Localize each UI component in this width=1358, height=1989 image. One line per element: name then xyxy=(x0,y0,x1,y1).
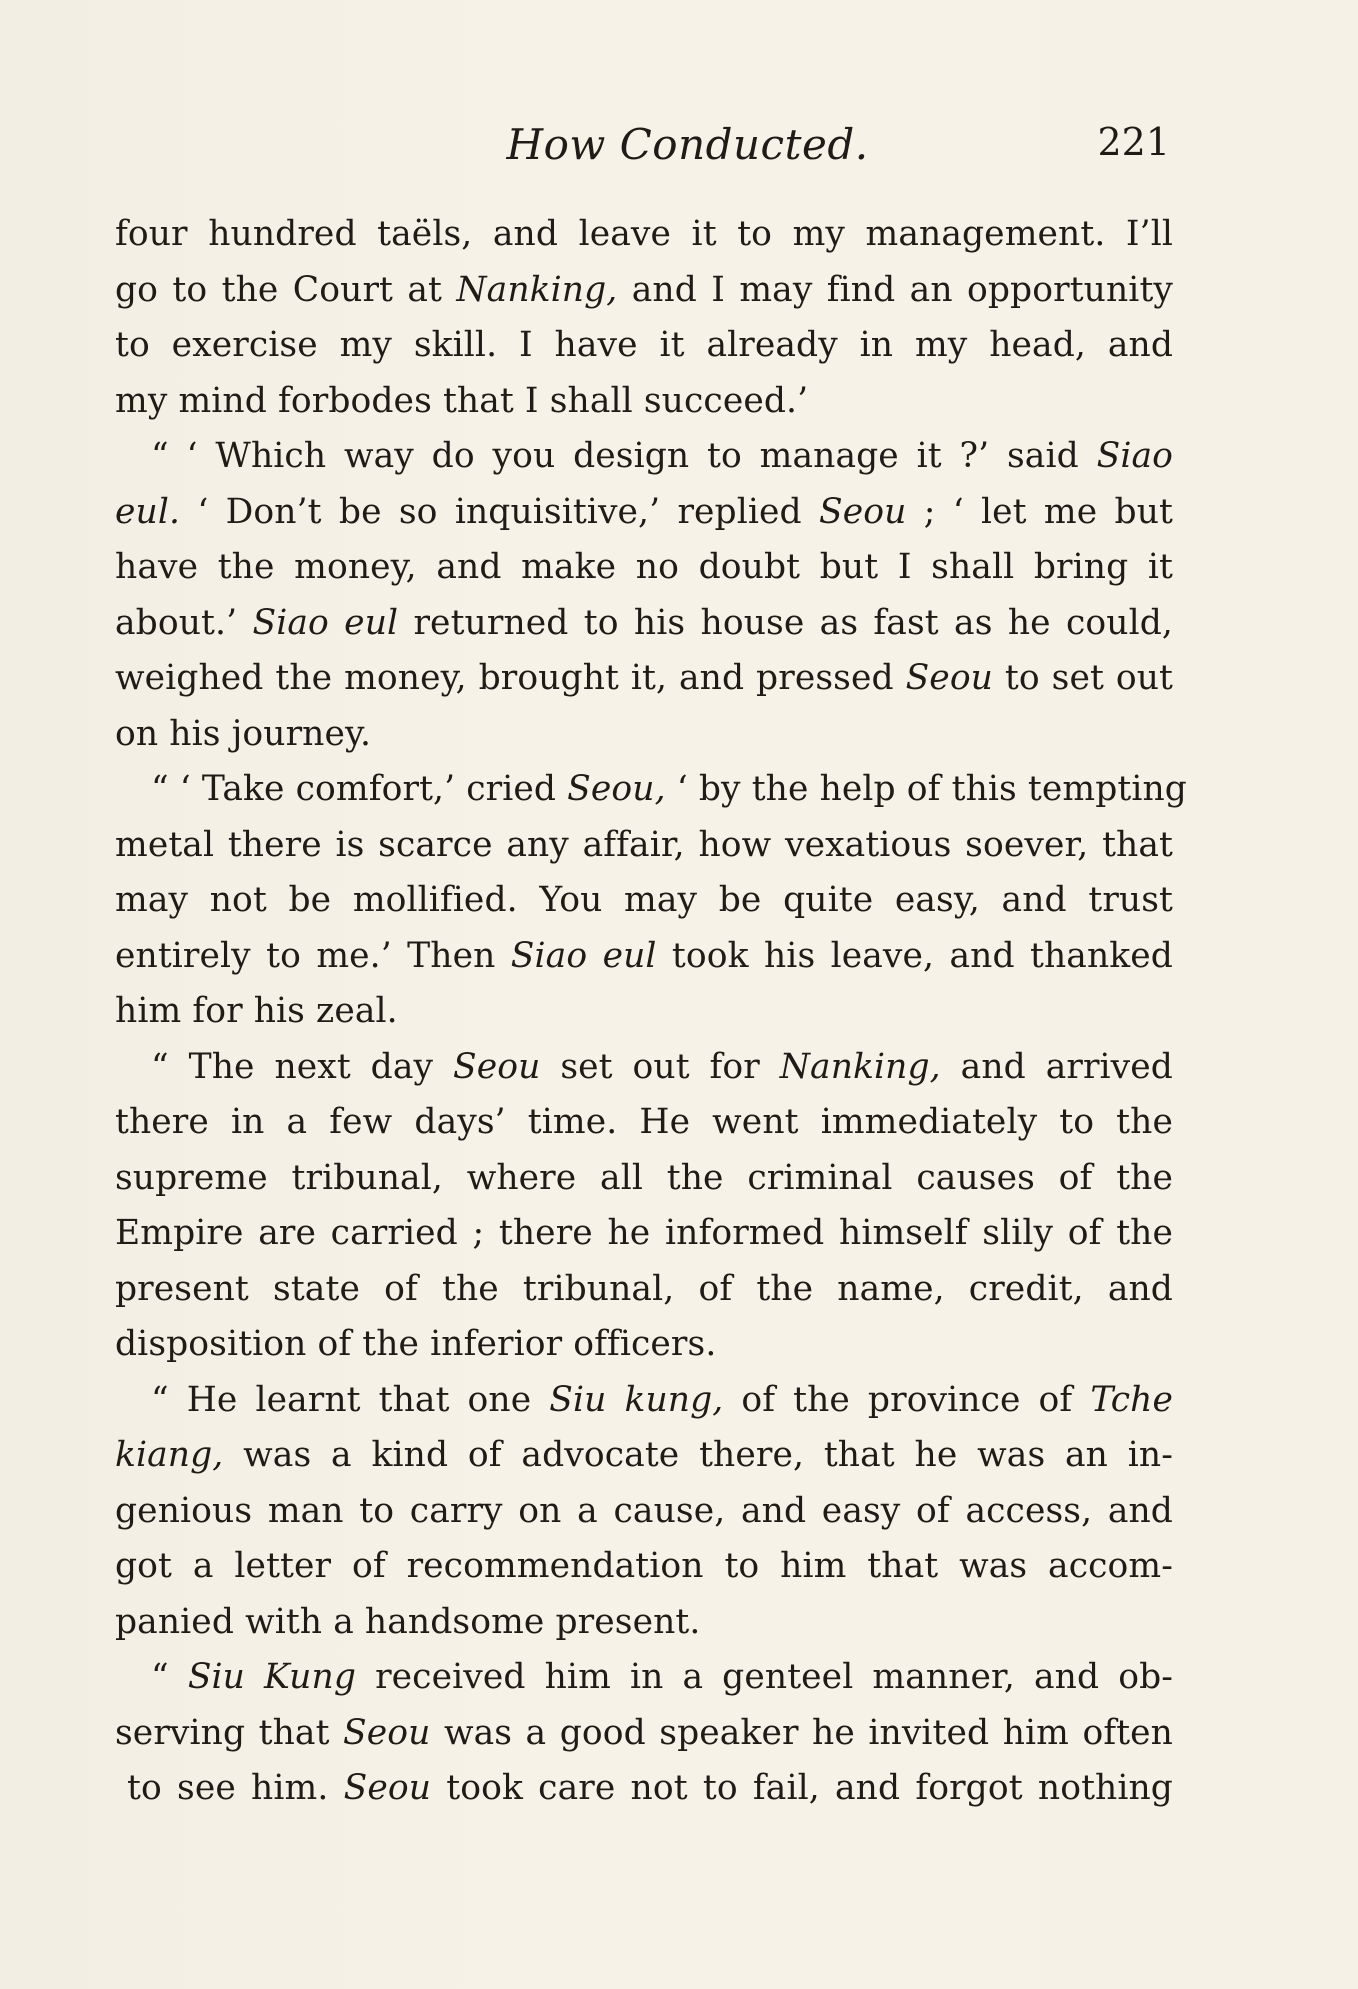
text-line xyxy=(115,1095,1173,1151)
running-title: How Conducted. xyxy=(506,120,869,169)
text-line xyxy=(115,540,1173,596)
running-head xyxy=(115,120,1170,180)
text-run: supreme tribunal, where all the criminal causes of the xyxy=(115,1157,1173,1198)
italic-text: Siao xyxy=(1096,436,1173,476)
text-run: on his journey. xyxy=(115,713,372,754)
text-line xyxy=(115,263,1173,319)
italic-text: Seou xyxy=(905,658,994,698)
text-line xyxy=(115,984,1173,1040)
text-run: may not be mollified. You may be quite easy, and trust xyxy=(115,880,1173,920)
text-line xyxy=(115,1317,1173,1373)
text-run: set out for xyxy=(540,1046,780,1087)
text-run: “ The next day xyxy=(151,1046,454,1087)
text-run: about.’ xyxy=(115,602,253,643)
text-run: to set out xyxy=(993,658,1173,698)
text-run: received him in a genteel manner, and ob- xyxy=(356,1657,1174,1697)
text-run: “ He learnt that one xyxy=(151,1379,550,1420)
text-line xyxy=(115,207,1173,263)
text-line xyxy=(115,429,1173,485)
text-run: genious man to carry on a cause, and easy of access, and xyxy=(115,1490,1173,1531)
page-number: 221 xyxy=(1097,120,1170,164)
text-run: disposition of the inferior officers. xyxy=(115,1324,717,1364)
text-run: “ ‘ Which way do you design to manage it ?’ said xyxy=(151,436,1097,476)
text-line xyxy=(115,1373,1173,1429)
text-run: returned to his house as fast as he could, xyxy=(398,602,1173,643)
italic-text: Siao eul xyxy=(252,602,399,643)
text-line xyxy=(115,1262,1173,1318)
text-line xyxy=(115,1040,1173,1096)
text-line xyxy=(115,318,1173,374)
text-run: have the money, and make no doubt but I shall bring it xyxy=(115,547,1173,587)
text-run: my mind forbodes that I shall succeed.’ xyxy=(115,380,809,421)
italic-text: Seou xyxy=(818,491,907,532)
text-run: there in a few days’ time. He went immediately to the xyxy=(115,1102,1173,1142)
body-text xyxy=(115,207,1187,1817)
text-run: go to the Court at xyxy=(115,269,457,310)
text-run: metal there is scarce any affair, how vexatious soever, that xyxy=(115,824,1173,865)
text-line xyxy=(115,1428,1173,1484)
text-run: serving that xyxy=(115,1712,344,1753)
text-line xyxy=(115,651,1173,707)
italic-text: Tche xyxy=(1090,1379,1174,1420)
text-run: of the province of xyxy=(723,1379,1091,1420)
text-line xyxy=(115,1206,1173,1262)
italic-text: Siao eul xyxy=(510,935,657,976)
text-run: entirely to me.’ Then xyxy=(115,935,511,976)
text-run: “ ‘ Take comfort,’ cried xyxy=(151,769,568,809)
text-line xyxy=(115,374,1173,430)
text-line xyxy=(115,1650,1173,1706)
text-run: present state of the tribunal, of the name, credit, and xyxy=(115,1268,1173,1309)
text-line xyxy=(115,1706,1173,1762)
text-run: and I may find an opportunity xyxy=(617,269,1173,310)
text-run: got a letter of recommendation to him that was accom- xyxy=(115,1546,1173,1586)
italic-text: Seou xyxy=(343,1712,431,1753)
text-line xyxy=(115,485,1173,541)
text-run: him for his zeal. xyxy=(115,991,398,1031)
italic-text: Nanking, xyxy=(456,269,618,310)
text-run: was a kind of advocate there, that he was an in- xyxy=(223,1435,1173,1475)
text-line xyxy=(115,873,1173,929)
text-run: “ xyxy=(151,1657,188,1697)
text-run: and arrived xyxy=(940,1046,1173,1087)
italic-text: eul. xyxy=(115,491,181,532)
text-run: took care not to fail, and forgot nothing xyxy=(431,1768,1173,1808)
text-line xyxy=(115,1484,1173,1540)
text-run: to see him. xyxy=(127,1768,344,1808)
text-run: to exercise my skill. I have it already in my head, and xyxy=(115,325,1173,365)
text-line xyxy=(115,1761,1173,1817)
text-line xyxy=(115,1151,1173,1207)
text-line xyxy=(115,929,1173,985)
text-run: was a good speaker he invited him often xyxy=(430,1712,1173,1753)
text-run: ‘ Don’t be so inquisitive,’ replied xyxy=(180,491,819,532)
text-line xyxy=(115,818,1173,874)
text-run: Empire are carried ; there he informed himself slily of the xyxy=(115,1213,1173,1253)
italic-text: kiang, xyxy=(115,1435,224,1475)
italic-text: Siu Kung xyxy=(187,1657,357,1697)
text-run: weighed the money, brought it, and pressed xyxy=(115,658,906,698)
text-run: panied with a handsome present. xyxy=(115,1601,701,1642)
italic-text: Seou, xyxy=(567,769,666,809)
italic-text: Siu kung, xyxy=(549,1379,724,1420)
italic-text: Seou xyxy=(343,1768,432,1808)
text-run: ‘ by the help of this tempting xyxy=(665,769,1187,809)
text-line xyxy=(115,707,1173,763)
text-run: ; ‘ let me but xyxy=(906,491,1173,532)
text-run: four hundred taëls, and leave it to my management. I’ll xyxy=(115,214,1173,254)
text-line xyxy=(115,762,1187,818)
text-line xyxy=(115,596,1173,652)
text-line xyxy=(115,1595,1173,1651)
italic-text: Seou xyxy=(453,1046,541,1087)
text-run: took his leave, and thanked xyxy=(656,935,1173,976)
italic-text: Nanking, xyxy=(779,1046,941,1087)
text-line xyxy=(115,1539,1173,1595)
